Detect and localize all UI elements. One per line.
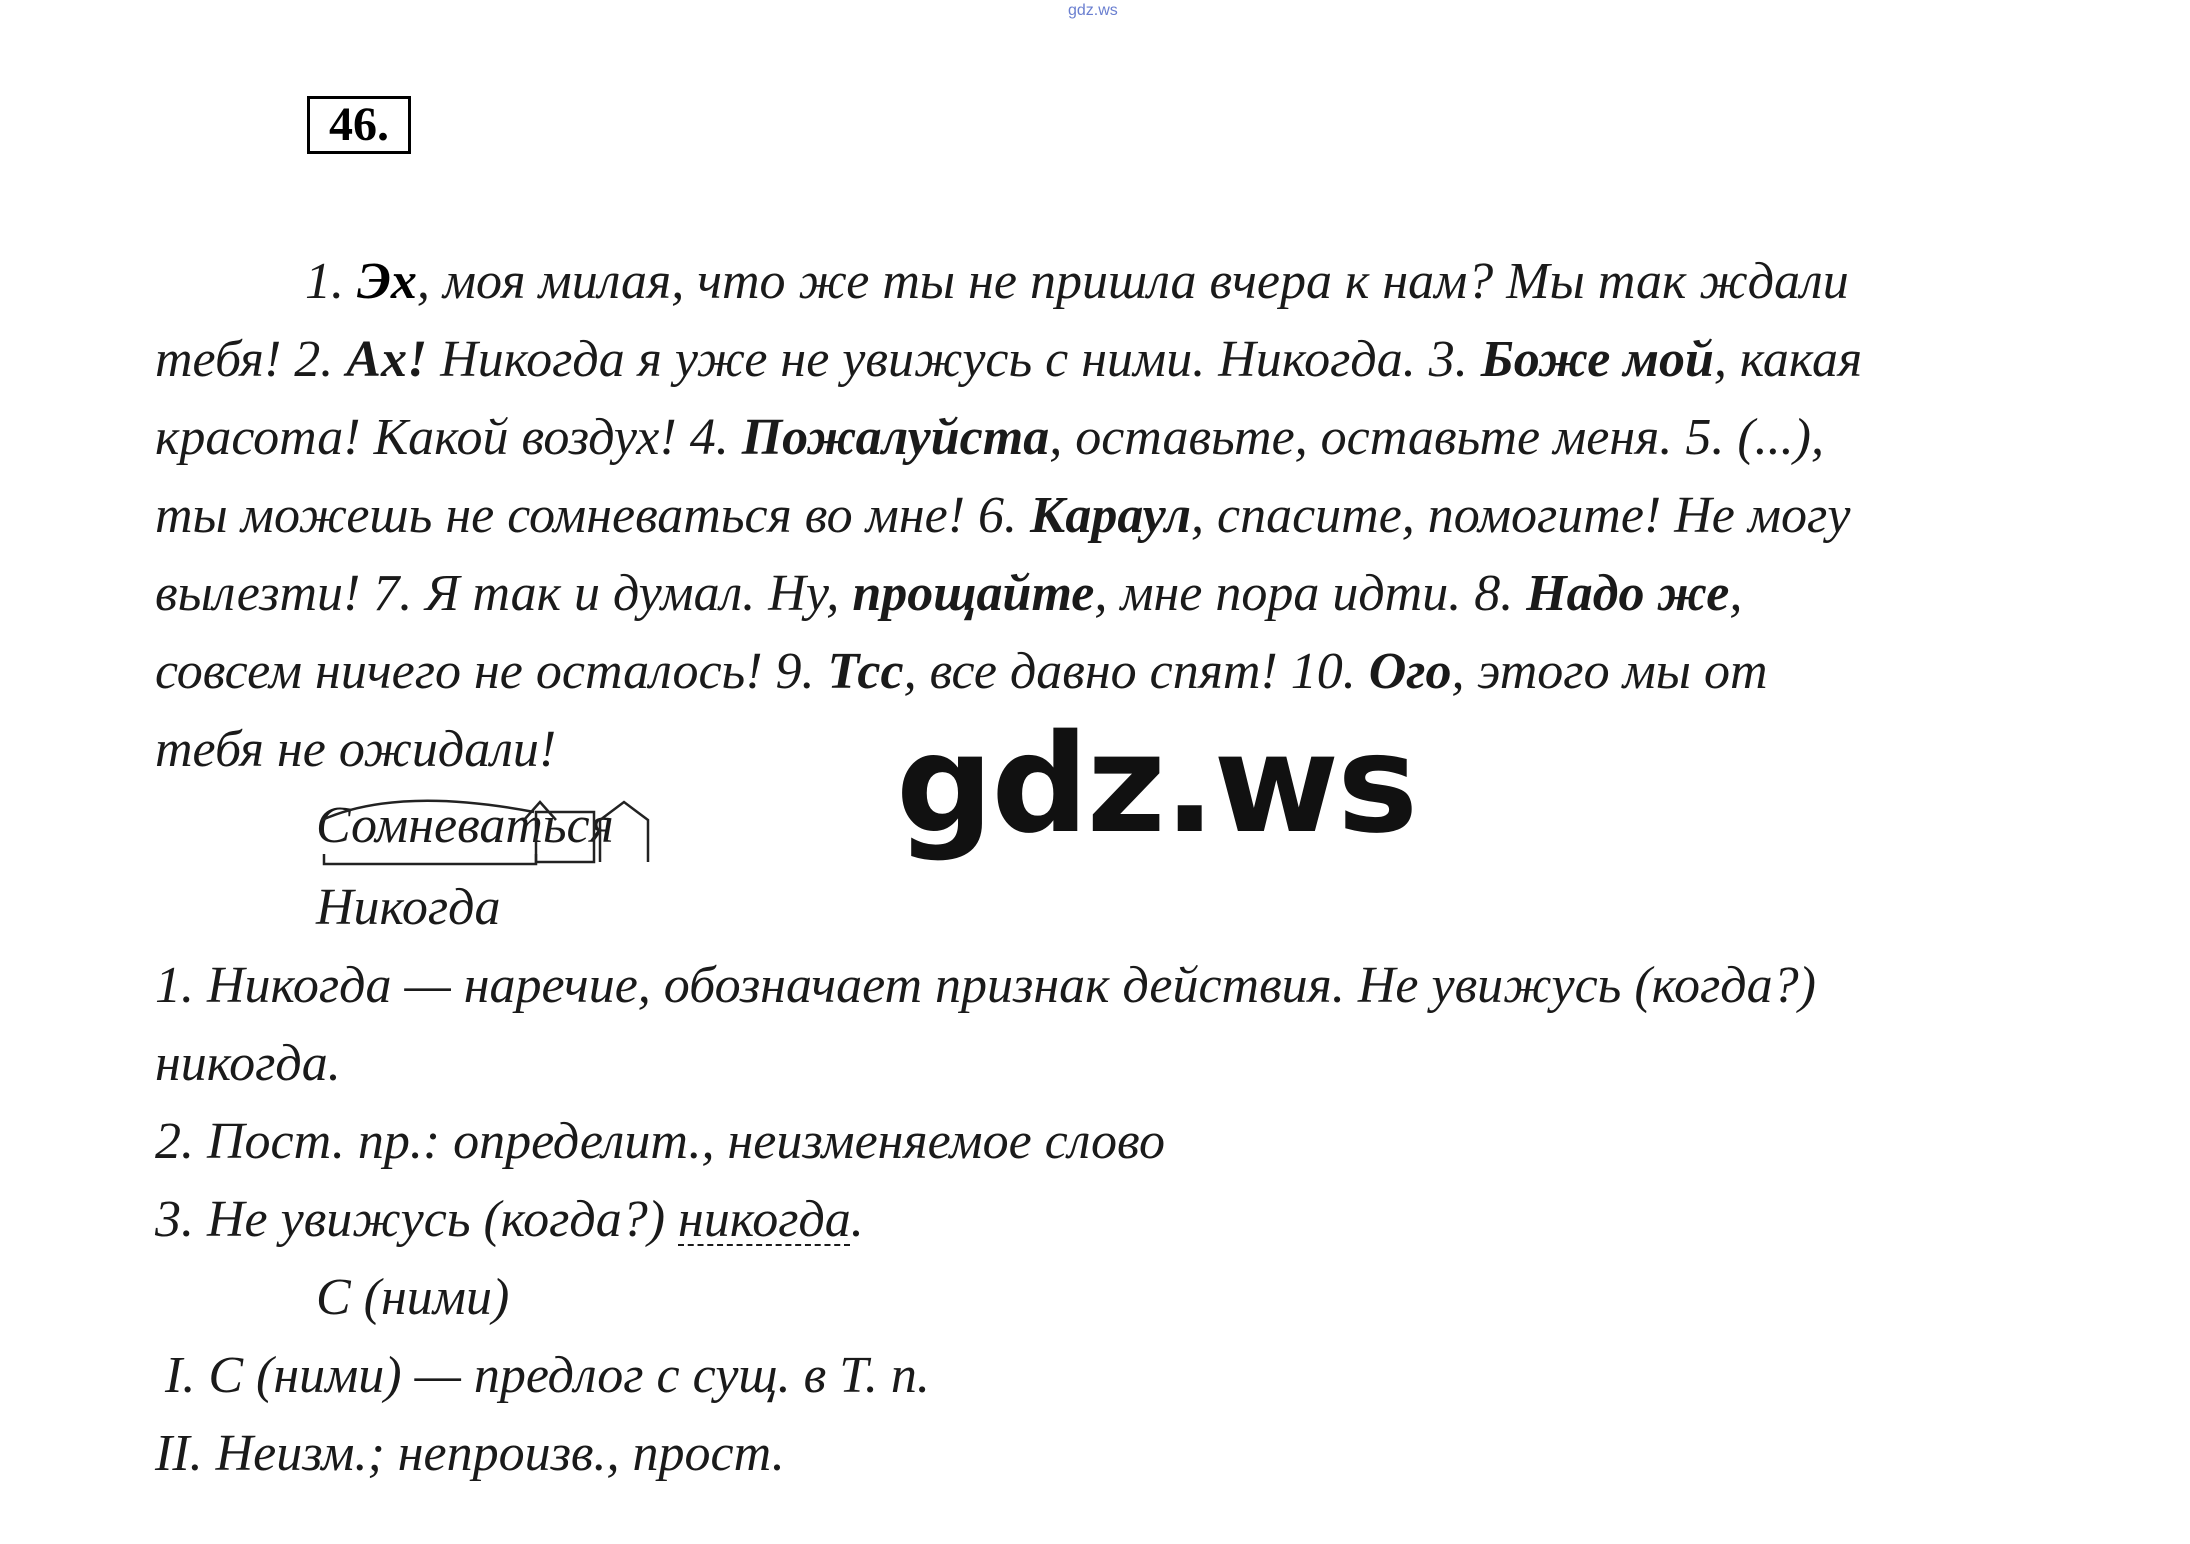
analysis-line-2: никогда. [155,1035,341,1092]
word-heading-nikogda: Никогда [316,879,501,936]
word-heading-s-nimi: С (ними) [316,1269,510,1326]
ending-box [536,812,594,862]
stem-bracket [324,854,536,864]
paragraph-line-2: тебя! 2. Ах! Никогда я уже не увижусь с ними. Никогда. 3. Боже мой, какая [155,331,1863,388]
paragraph-line-1: 1. Эх, моя милая, что же ты не пришла вчера к нам? Мы так ждали [305,253,1849,310]
morpheme-word: Сомневаться [316,797,614,854]
paragraph-line-7: тебя не ожидали! [155,721,557,778]
paragraph-line-4: ты можешь не сомневаться во мне! 6. Караул, спасите, помогите! Не могу [155,487,1851,544]
analysis-line-1: 1. Никогда — наречие, обозначает признак действия. Не увижусь (когда?) [155,957,1816,1014]
analysis-2-line-2: II. Неизм.; непроизв., прост. [155,1425,785,1482]
morpheme-marks [318,790,658,870]
root-arc [322,801,534,820]
paragraph-line-5: вылезти! 7. Я так и думал. Ну, прощайте, мне пора идти. 8. Надо же, [155,565,1743,622]
analysis-line-3: 2. Пост. пр.: определит., неизменяемое слово [155,1113,1165,1170]
paragraph-line-3: красота! Какой воздух! 4. Пожалуйста, оставьте, оставьте меня. 5. (...), [155,409,1824,466]
exercise-number: 46. [307,96,411,154]
adverbial-underline: никогда [678,1191,851,1248]
watermark: gdz.ws [896,706,1417,864]
analysis-2-line-1: I. С (ними) — предлог с сущ. в Т. п. [165,1347,930,1404]
postfix-mark [600,802,648,862]
site-mark: gdz.ws [1068,2,1118,19]
analysis-line-4: 3. Не увижусь (когда?) никогда. [155,1191,864,1248]
paragraph-line-6: совсем ничего не осталось! 9. Тсс, все давно спят! 10. Ого, этого мы от [155,643,1768,700]
